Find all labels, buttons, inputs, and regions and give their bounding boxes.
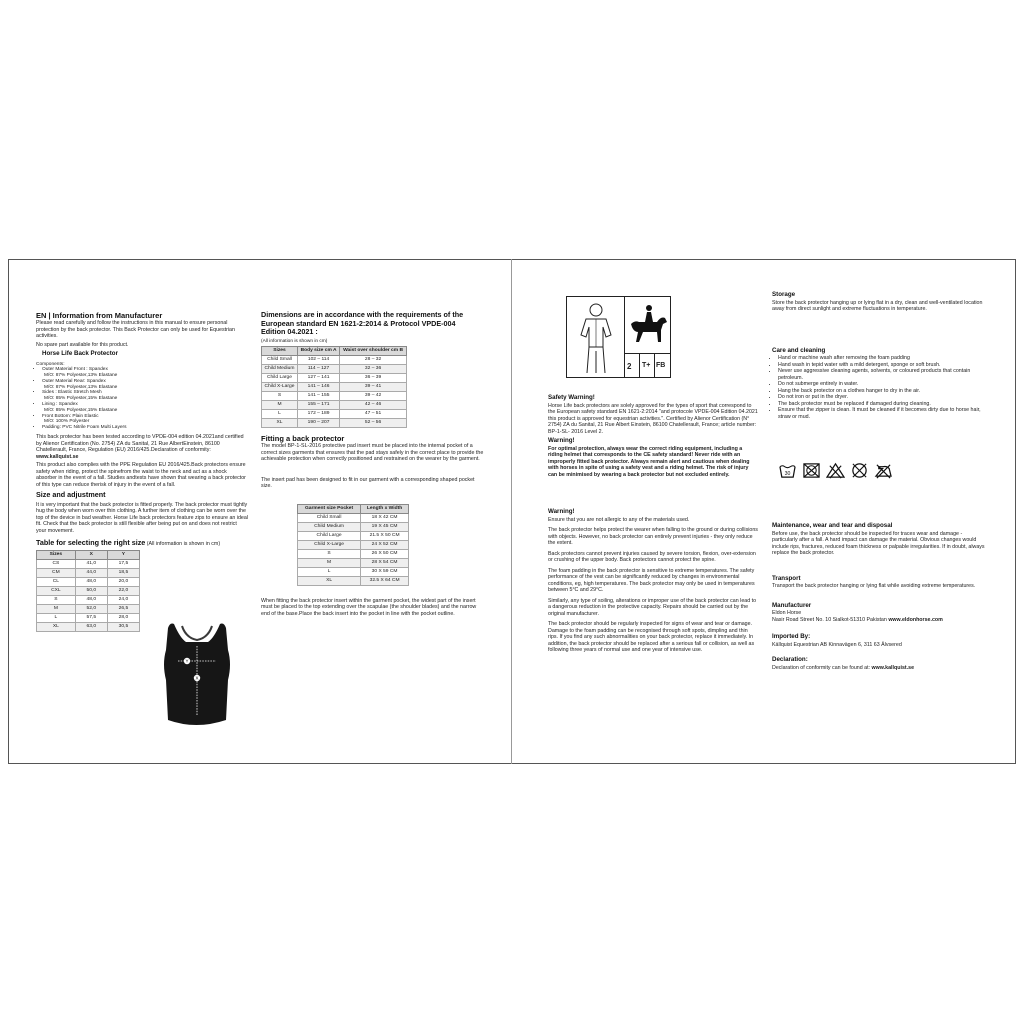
maint-title: Maintenance, wear and tear and disposal xyxy=(772,522,893,529)
care-item: • Never use aggressive cleaning agents, solvents, or coloured products that contain petroleum. xyxy=(778,368,986,381)
table-cell: 190 – 207 xyxy=(297,419,339,428)
warning2-title: Warning! xyxy=(548,508,575,515)
warning-paragraph: The back protector helps protect the wearer when falling to the ground or during collisions with objects. However, no back protector can entirely prevent injuries - they only reduce the extent. xyxy=(548,527,758,546)
table-cell: 20,0 xyxy=(107,577,139,586)
table-header-cell: Waist over shoulder cm B xyxy=(340,347,407,356)
table-cell: 21.5 X 50 CM xyxy=(361,531,409,540)
table-cell: 28 X 54 CM xyxy=(361,558,409,567)
table-header-cell: Y xyxy=(107,550,139,559)
pocket-row xyxy=(298,549,409,558)
manufacturer-name: Eldon Horse xyxy=(772,610,802,616)
component-detail: M/O: 87% Polyester,13% Elastane xyxy=(44,373,118,379)
component-detail: M/O: 100% Polyester xyxy=(44,419,90,425)
size-row xyxy=(37,604,140,613)
table-cell: 18 X 42 CM xyxy=(361,513,409,522)
components-label: Components: xyxy=(36,361,65,367)
table-cell: 155 – 171 xyxy=(297,401,339,410)
care-item: • Do not submerge entirely in water. xyxy=(778,381,986,388)
warning-title: Warning! xyxy=(548,437,575,444)
table-cell: 26,5 xyxy=(107,604,139,613)
table-cell: M xyxy=(262,401,298,410)
table-header-cell: Garment size Pocket xyxy=(298,504,361,513)
eldonhorse-link[interactable]: www.eldonhorse.com xyxy=(888,616,943,623)
table-cell: 48,0 xyxy=(75,577,107,586)
transport-text: Transport the back protector hanging or lying flat while avoiding extreme temperatures. xyxy=(772,583,976,589)
product-name: Horse Life Back Protector xyxy=(42,350,118,357)
dims-row xyxy=(262,392,407,401)
size-table-title: Table for selecting the right size xyxy=(36,538,146,548)
table-cell: Child X-Large xyxy=(262,383,298,392)
table-cell: 39 – 41 xyxy=(340,383,407,392)
component-item xyxy=(42,425,248,431)
care-item: • Hand or machine wash after removing the foam padding xyxy=(778,355,986,362)
kallquist-link[interactable]: www.kallquist.se xyxy=(36,453,79,460)
table-cell: XL xyxy=(37,622,76,631)
manufacturer-title: Manufacturer xyxy=(772,601,812,609)
imported-text: Källquist Equestrian AB Kinnavägen 6, 311 63 Älvsered xyxy=(772,641,902,648)
no-dry-clean-icon xyxy=(850,462,869,479)
warning-paragraph: Similarly, any type of soiling, alterations or improper use of the back protector can lead to a dangerous reduction in the protective capacity. Repairs should be carried out by the original manufacturer. xyxy=(548,597,757,617)
component-detail: M/O: 85% Polyester,15% Elastane xyxy=(44,396,118,402)
warning-bold-text: For optimal protection, always wear the correct riding equipment, including a riding helmet that corresponds to the CE safety standard! Never ride with an improperly fitted back protector. Always remain alert and cautious when dealing with horses in spite of using a safety vest and a riding helmet. The risk of injury can be minimised by wearing a back protector but not excluded entirely. xyxy=(548,445,750,478)
horse-rider-icon xyxy=(627,302,669,348)
pocket-row xyxy=(298,567,409,576)
table-header-cell: Sizes xyxy=(262,347,298,356)
level-digit: 2 xyxy=(627,362,632,371)
declaration-text: Declaration of conformity can be found at: xyxy=(772,664,871,671)
insert-text: The insert pad has been designed to fit in our garment with a corresponding shaped pocket size. xyxy=(261,476,475,490)
level-fb: FB xyxy=(656,362,666,369)
dims-row xyxy=(262,374,407,383)
size-table-note: (All information is shown in cm) xyxy=(146,541,221,548)
warning-paragraphs xyxy=(548,517,758,654)
no-tumble-dry-icon xyxy=(802,462,821,479)
table-cell: 32.5 X 64 CM xyxy=(361,576,409,585)
size-text: It is very important that the back protector is fitted properly. The back protector must tightly hug the body when worn over thin clothing. A further item of clothing can be worn over the top of the device in bad weather. Horse Life back protectors feature zips to ensure an ideal fit. Check that the back protector is still flexible after being put on and does not restrict your movement. xyxy=(36,501,249,534)
component-item xyxy=(42,402,248,414)
table-cell: 52 – 56 xyxy=(340,419,407,428)
table-cell: CXL xyxy=(37,586,76,595)
pocket-row xyxy=(298,576,409,585)
component-name: • Lining : Spandex xyxy=(42,402,78,408)
table-cell: 172 – 189 xyxy=(297,410,339,419)
table-cell: 18,5 xyxy=(107,568,139,577)
table-cell: 28,0 xyxy=(107,613,139,622)
safety-title: Safety Warning! xyxy=(548,394,595,401)
no-iron-icon xyxy=(874,462,893,479)
care-item: • Ensure that the zipper is clean. It must be cleaned if it becomes dirty due to horse hair, straw or mud. xyxy=(778,407,986,420)
size-row xyxy=(37,559,140,568)
table-cell: 47 – 51 xyxy=(340,410,407,419)
table-cell: 19 X 45 CM xyxy=(361,522,409,531)
component-name: • Outer Material Rear: Spandex xyxy=(42,378,106,384)
table-cell: 36 – 39 xyxy=(340,374,407,383)
declaration-title: Declaration: xyxy=(772,656,808,663)
fit-title: Fitting a back protector xyxy=(261,434,345,444)
table-cell: 24,0 xyxy=(107,595,139,604)
component-name: • Sides : Elastic Stretch Mesh xyxy=(42,390,102,396)
test-text: This back protector has been tested according to VPDE-004 edition 04.2021and certified by Alienor Certification (No. 2754) ZA du Sanital, 21 Rue AlbertEinstein, 86100 Chatellerault, France, Regulation (EU) 2016/425.Declaration of conformity: xyxy=(36,434,244,454)
table-cell: Child Medium xyxy=(262,365,298,374)
imported-title: Imported By: xyxy=(772,633,811,640)
table-cell: 39 – 42 xyxy=(340,392,407,401)
pocket-row xyxy=(298,558,409,567)
warning-paragraph: Back protectors cannot prevent injuries caused by severe torsion, flexion, over-extension or crushing of the upper body. Back protectors cannot protect the spine. xyxy=(548,550,756,563)
dims-row xyxy=(262,383,407,392)
table-cell: Child Large xyxy=(262,374,298,383)
table-cell: 32 – 36 xyxy=(340,365,407,374)
manufacturer-info-column xyxy=(36,311,248,632)
pocket-table xyxy=(297,504,409,586)
rider-figure-icon xyxy=(573,301,619,375)
pocket-row xyxy=(298,540,409,549)
table-cell: S xyxy=(298,549,361,558)
safety-pictogram xyxy=(566,296,671,378)
component-item xyxy=(42,379,248,391)
fitting-note: When fitting the back protector insert within the garment pocket, the widest part of the insert must be placed to the top extending over the scapulae (the shoulder blades) and the narrow end of the base.Place the back insert into the pocket in line with the pocket outline. xyxy=(261,597,477,617)
component-item xyxy=(42,390,248,402)
no-bleach-icon xyxy=(826,462,845,479)
declaration-link[interactable]: www.kallquist.se xyxy=(871,664,915,671)
table-cell: Child X-Large xyxy=(298,540,361,549)
size-row xyxy=(37,586,140,595)
warning-paragraph: The foam padding in the back protector is sensitive to extreme temperatures. The safety performance of the vest can be significantly reduced by changes in environmental conditions, eg, high temperatures. The back protector may only be used in temperatures between 5°C and 29°C. xyxy=(548,567,755,593)
storage-text: Store the back protector hanging up or lying flat in a dry, clean and well-ventilated location away from direct sunlight and extreme fluctuations in temperature. xyxy=(772,299,983,312)
care-symbols xyxy=(778,462,893,479)
storage-title: Storage xyxy=(772,291,796,298)
table-header-cell: Length x Width xyxy=(361,504,409,513)
table-header-cell: Sizes xyxy=(37,550,76,559)
size-row xyxy=(37,622,140,631)
table-cell: S xyxy=(37,595,76,604)
table-cell: 30,5 xyxy=(107,622,139,631)
table-cell: 44,0 xyxy=(75,568,107,577)
table-cell: XL xyxy=(298,576,361,585)
care-item: • Do not iron or put in the dryer. xyxy=(778,394,986,401)
table-cell: 114 – 127 xyxy=(297,365,339,374)
dims-row xyxy=(262,410,407,419)
table-cell: L xyxy=(37,613,76,622)
table-cell: 127 – 141 xyxy=(297,374,339,383)
dimensions-column xyxy=(261,311,484,619)
page-fold xyxy=(511,259,512,764)
component-name: • Outer Material Front : Spandex xyxy=(42,367,108,373)
fit-text: The model BP-1-SL-2016 protective pad insert must be placed into the internal pocket of a correct sizes garments that ensures that the pad stays safely in the correct place to provide the achievable protection when correctly positioned and restrained on the wearer by the garment. xyxy=(261,443,484,463)
components-list xyxy=(36,367,248,431)
transport-title: Transport xyxy=(772,574,801,582)
maint-text: Before use, the back protector should be inspected for traces wear and damage - particularly after a fall. A hard impact can damage the material. Obvious changes would include rips, fractures, reduced foam thickness or palpable irregularities. If in doubt, always replace the back protector. xyxy=(772,530,985,556)
table-cell: 28 – 32 xyxy=(340,356,407,365)
table-cell: 50,0 xyxy=(75,586,107,595)
table-cell: L xyxy=(262,410,298,419)
table-cell: 17,5 xyxy=(107,559,139,568)
dims-note: (All information is shown in cm) xyxy=(261,338,328,344)
component-name: • Padding: PVC Nitrile Foam Multi Layers xyxy=(42,425,127,431)
table-cell: Child Small xyxy=(298,513,361,522)
manufacturer-address: Nasir Road Street No. 10 Sialkot-51310 Pakistan xyxy=(772,616,887,623)
care-list xyxy=(772,355,986,420)
pocket-row xyxy=(298,531,409,540)
info-title: EN | Information from Manufacturer xyxy=(36,311,163,320)
wash-30-icon xyxy=(778,462,797,479)
warning-paragraph: The back protector should be regularly inspected for signs of wear and tear or damage. Damage to the foam padding can be recognised through soft spots, dimpling and thin rips. If you find any such abnormalities on your back protector, replace it immediately. In addition, the back protector should be replaced after a serious fall or collision, as well as following three years of normal use and one year of intensive use. xyxy=(548,621,755,653)
safety-text: Horse Life back protectors are solely approved for the types of sport that correspond to the European safety standard EN 1621-2:2014 "and protocole VPDE-004 Edition 04.2021 this product is approved for equestrian activities.". Certified by Alienor Certification (N° 2754) ZA du Sanital, 21 Rue Albert Einstein, 86100 Chatellerault, France; article number: BP-1-SL- 2016 Level 2. xyxy=(548,402,758,435)
maintenance-column xyxy=(772,520,986,673)
table-cell: 26 X 50 CM xyxy=(361,549,409,558)
vest-y-label: Y xyxy=(185,658,189,664)
dims-row xyxy=(262,401,407,410)
size-table xyxy=(36,550,140,632)
table-cell: Child Small xyxy=(262,356,298,365)
table-cell: Child Large xyxy=(298,531,361,540)
wash-temp: 30 xyxy=(784,470,791,477)
table-cell: 57,5 xyxy=(75,613,107,622)
table-cell: 102 – 114 xyxy=(297,356,339,365)
table-cell: 24 X 52 CM xyxy=(361,540,409,549)
size-row xyxy=(37,568,140,577)
care-title: Care and cleaning xyxy=(772,346,826,354)
care-item: • Hang the back protector on a clothes hanger to dry in the air. xyxy=(778,388,986,395)
dims-table xyxy=(261,346,407,428)
size-row xyxy=(37,577,140,586)
table-cell: M xyxy=(37,604,76,613)
table-cell: 63,0 xyxy=(75,622,107,631)
care-item: • Hand wash in tepid water with a mild detergent, sponge or soft brush. xyxy=(778,362,986,369)
component-detail: M/O: 87% Polyester,13% Elastane xyxy=(44,384,118,390)
table-cell: M xyxy=(298,558,361,567)
size-row xyxy=(37,613,140,622)
dims-row xyxy=(262,356,407,365)
table-cell: CS xyxy=(37,559,76,568)
table-cell: S xyxy=(262,392,298,401)
care-item: • The back protector must be replaced if damaged during cleaning. xyxy=(778,401,986,408)
table-header-cell: X xyxy=(75,550,107,559)
safety-column xyxy=(548,392,758,658)
warning-paragraph: Ensure that you are not allergic to any of the materials used. xyxy=(548,516,690,523)
table-cell: 141 – 155 xyxy=(297,392,339,401)
table-cell: L xyxy=(298,567,361,576)
table-cell: 141 – 146 xyxy=(297,383,339,392)
vest-illustration xyxy=(156,620,238,732)
table-cell: CL xyxy=(37,577,76,586)
spare-text: No spare part available for this product. xyxy=(36,341,129,348)
table-cell: 41,0 xyxy=(75,559,107,568)
table-cell: 42 – 46 xyxy=(340,401,407,410)
table-header-cell: Body size cm A xyxy=(297,347,339,356)
component-name: • Front Bottom: Plain Elastic xyxy=(42,413,99,419)
table-cell: 30 X 59 CM xyxy=(361,567,409,576)
vest-x-label: X xyxy=(195,675,199,681)
component-detail: M/O: 85% Polyester,15% Elastane xyxy=(44,407,118,413)
table-cell: CM xyxy=(37,568,76,577)
level-tplus: T+ xyxy=(642,362,651,369)
pocket-row xyxy=(298,513,409,522)
dims-row xyxy=(262,419,407,428)
dims-row xyxy=(262,365,407,374)
table-cell: Child Medium xyxy=(298,522,361,531)
component-item xyxy=(42,414,248,426)
table-cell: 48,0 xyxy=(75,595,107,604)
ppe-text: This product also complies with the PPE Regulation EU 2016/425.Back protectors ensure safety when riding, protect the spinefrom the waist to the neck and act as a shock absorber in the event of a fall. Studies andtests have shown that wearing a back protector of this type can reduce therisk of injury in the event of a fall. xyxy=(36,462,246,488)
component-item xyxy=(42,367,248,379)
size-title: Size and adjustment xyxy=(36,490,106,500)
pocket-row xyxy=(298,522,409,531)
table-cell: XL xyxy=(262,419,298,428)
size-row xyxy=(37,595,140,604)
dims-title: Dimensions are in accordance with the requirements of the European standard EN 1621-2:2014 & Protocol VPDE-004 Edition 04.2021 : xyxy=(261,310,464,336)
care-column xyxy=(772,289,986,420)
table-cell: 52,0 xyxy=(75,604,107,613)
intro-text: Please read carefully and follow the instructions in this manual to ensure personal protection by the back protector. This Back Protector can only be used for Equestrian activities. xyxy=(36,320,235,339)
table-cell: 22,0 xyxy=(107,586,139,595)
